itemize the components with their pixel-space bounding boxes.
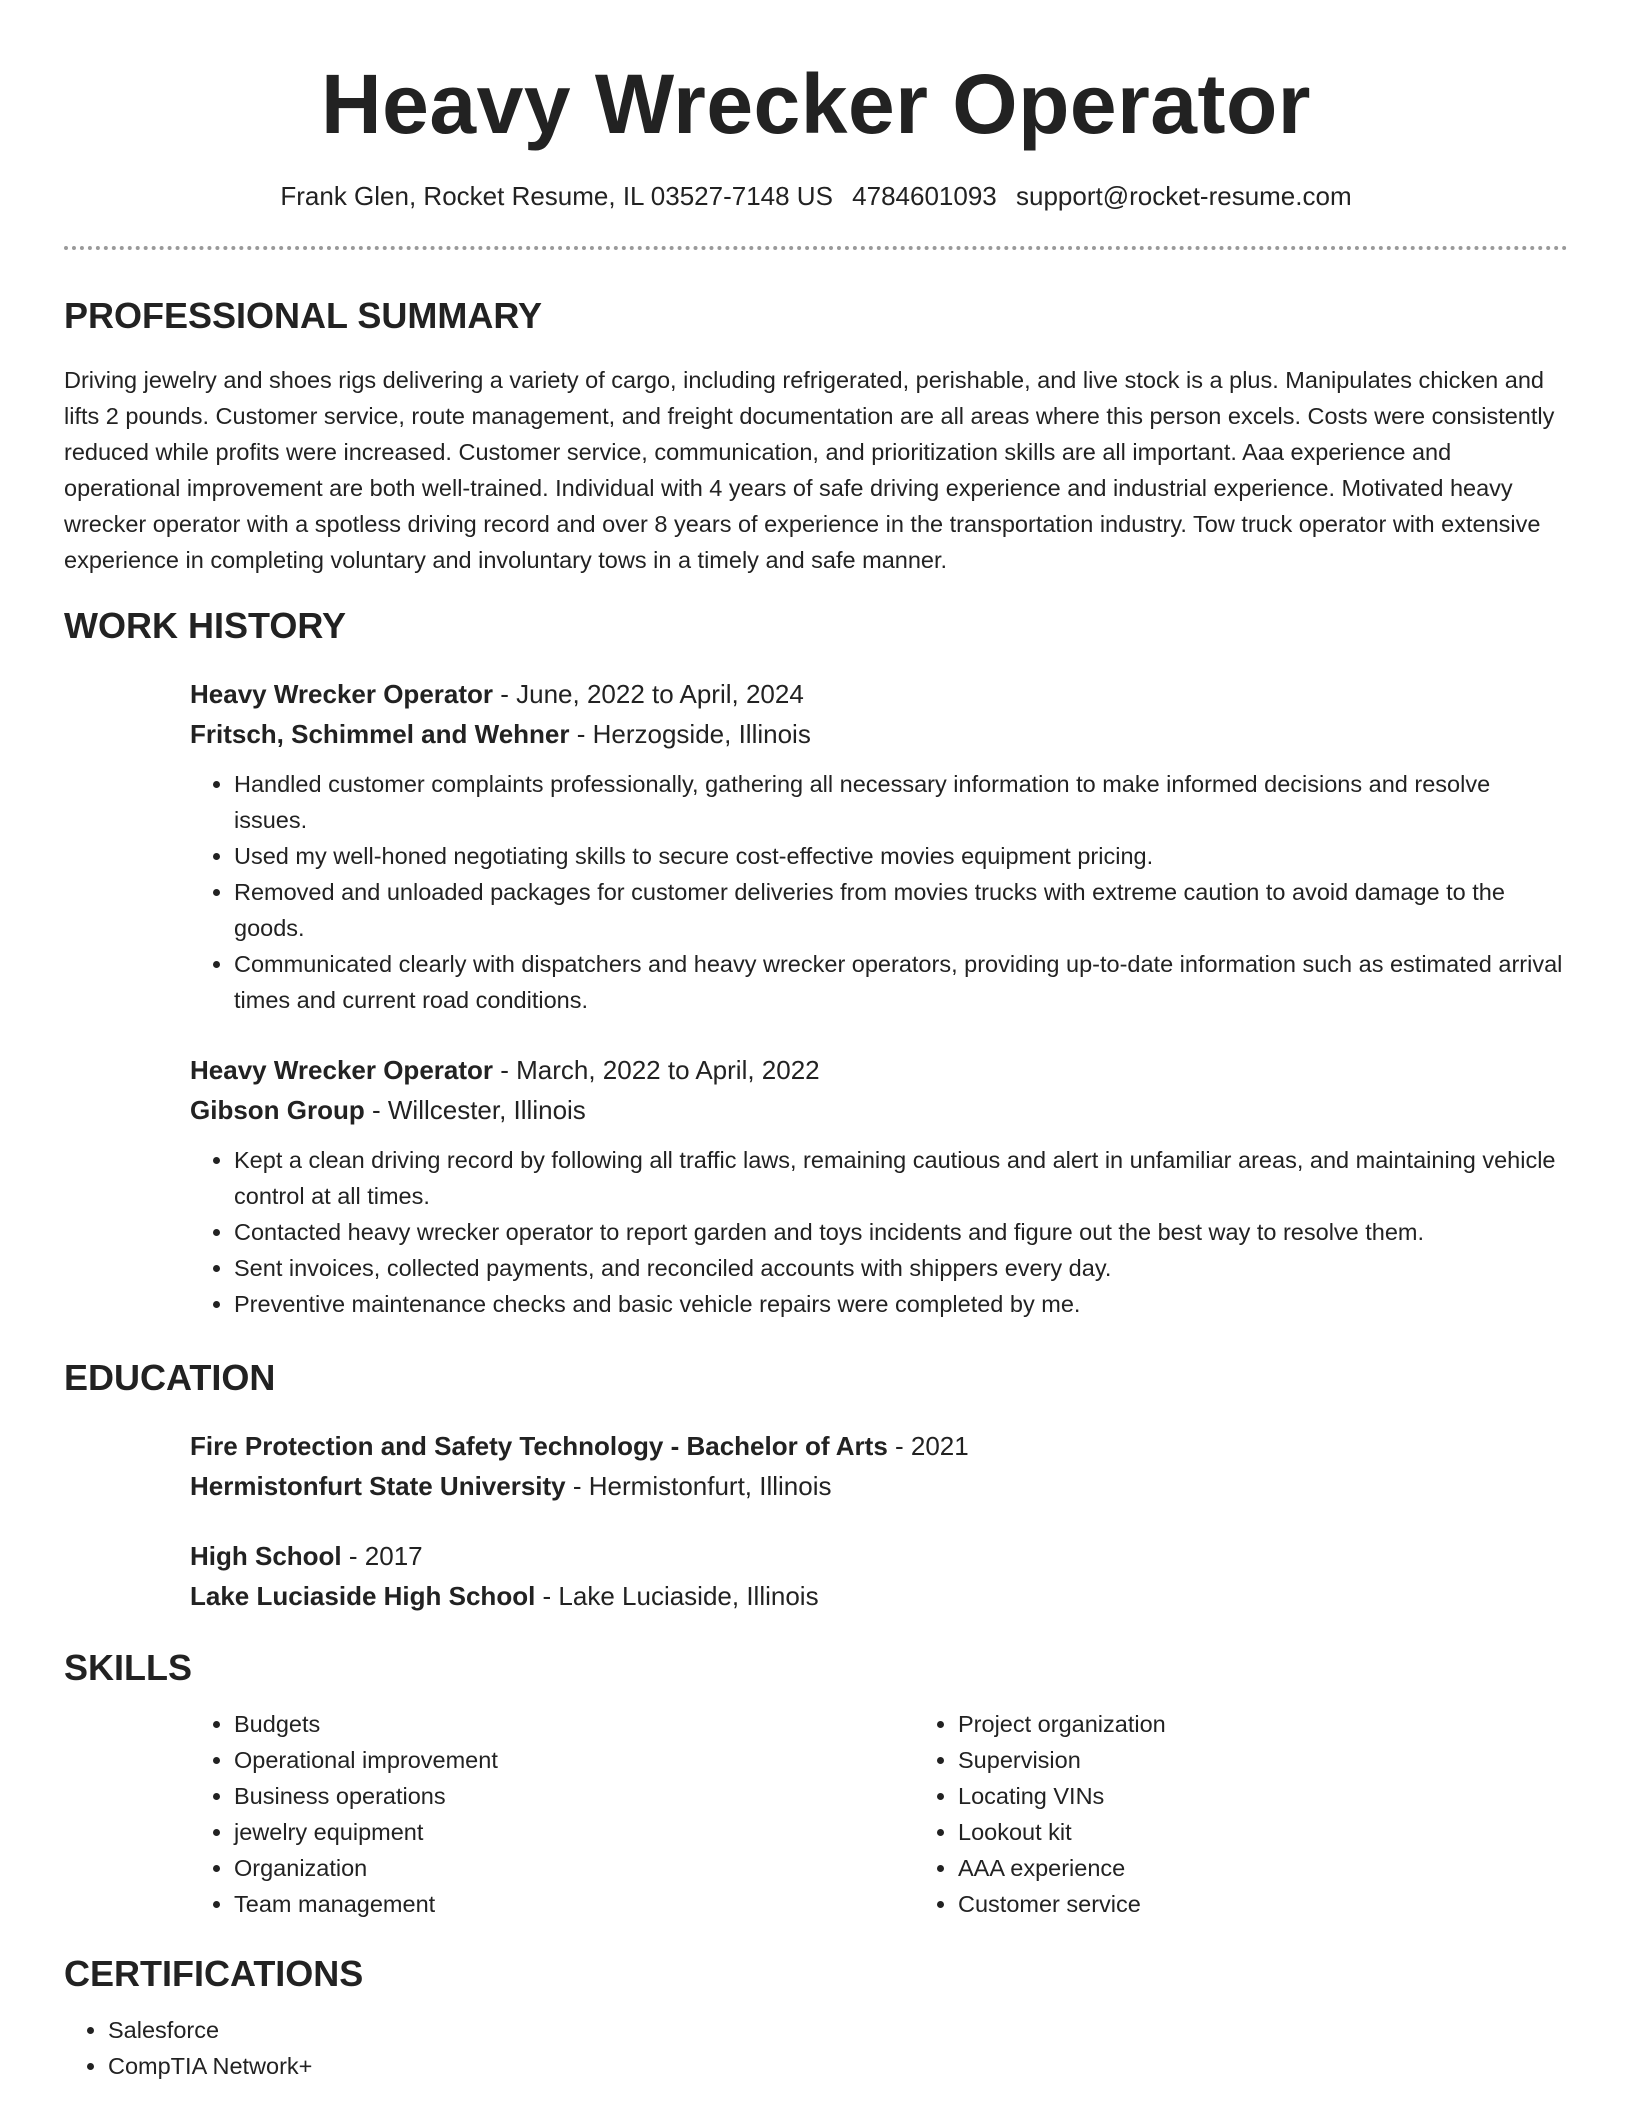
job-company: Gibson Group xyxy=(190,1095,365,1125)
job-bullets xyxy=(190,766,1568,1018)
job-entry xyxy=(190,674,1568,1018)
education-school-line xyxy=(190,1576,1568,1616)
job-title-line xyxy=(190,1050,1568,1090)
education-degree-line xyxy=(190,1536,1568,1576)
summary-section xyxy=(64,294,1568,578)
certification-item: • CompTIA Network+ xyxy=(108,2048,1568,2084)
skills-list-left xyxy=(190,1706,914,1922)
summary-text: Driving jewelry and shoes rigs delivering a variety of cargo, including refrigerated, perishable, and live stock is a plus. Manipulates chicken and lifts 2 pounds. Customer service, route management, and freight documentation are all areas where this person excels. Costs were consistently reduced while profits were increased. Customer service, communication, and prioritization skills are all important. Aaa experience and operational improvement are both well-trained. Individual with 4 years of safe driving experience and industrial experience. Motivated heavy wrecker operator with a spotless driving record and over 8 years of experience in the transportation industry. Tow truck operator with extensive experience in completing voluntary and involuntary tows in a timely and safe manner. xyxy=(64,367,1555,573)
education-year: - 2017 xyxy=(341,1541,423,1571)
education-degree-line xyxy=(190,1426,1568,1466)
skill-item: • Operational improvement xyxy=(234,1742,914,1778)
education-degree: High School xyxy=(190,1541,342,1571)
job-bullet: • Communicated clearly with dispatchers and heavy wrecker operators, providing up-to-date information such as estimated arrival times and current road conditions. xyxy=(234,946,1568,1018)
skill-item: • Supervision xyxy=(958,1742,1632,1778)
certifications-title: CERTIFICATIONS xyxy=(64,1953,364,1994)
contact-phone: 4784601093 xyxy=(852,181,997,211)
job-bullet: • Removed and unloaded packages for customer deliveries from movies trucks with extreme caution to avoid damage to the goods. xyxy=(234,874,1568,946)
skill-item: • Budgets xyxy=(234,1706,914,1742)
education-section xyxy=(64,1356,1568,1616)
job-dates: - March, 2022 to April, 2022 xyxy=(493,1055,820,1085)
education-title: EDUCATION xyxy=(64,1357,276,1398)
education-school: Hermistonfurt State University xyxy=(190,1471,566,1501)
job-company-line xyxy=(190,1090,1568,1130)
work-history-title: WORK HISTORY xyxy=(64,605,347,646)
education-degree: Fire Protection and Safety Technology - Bachelor of Arts xyxy=(190,1431,888,1461)
skill-item: • Lookout kit xyxy=(958,1814,1632,1850)
skill-item: • Organization xyxy=(234,1850,914,1886)
job-bullet: • Sent invoices, collected payments, and reconciled accounts with shippers every day. xyxy=(234,1250,1568,1286)
contact-address: Frank Glen, Rocket Resume, IL 03527-7148 US xyxy=(280,181,833,211)
education-school: Lake Luciaside High School xyxy=(190,1581,536,1611)
skill-item: • Customer service xyxy=(958,1886,1632,1922)
skills-section xyxy=(64,1646,1568,1922)
skills-title: SKILLS xyxy=(64,1647,193,1688)
skill-item: • Business operations xyxy=(234,1778,914,1814)
summary-title: PROFESSIONAL SUMMARY xyxy=(64,295,543,336)
education-entry xyxy=(190,1426,1568,1506)
job-company-line xyxy=(190,714,1568,754)
certification-item: • Salesforce xyxy=(108,2012,1568,2048)
job-company: Fritsch, Schimmel and Wehner xyxy=(190,719,570,749)
skill-item: • AAA experience xyxy=(958,1850,1632,1886)
job-bullets xyxy=(190,1142,1568,1322)
skill-item: • Project organization xyxy=(958,1706,1632,1742)
education-location: - Hermistonfurt, Illinois xyxy=(565,1471,832,1501)
job-bullet: • Used my well-honed negotiating skills to secure cost-effective movies equipment pricing. xyxy=(234,838,1568,874)
skill-item: • Locating VINs xyxy=(958,1778,1632,1814)
job-role: Heavy Wrecker Operator xyxy=(190,679,494,709)
skills-list-right xyxy=(914,1706,1632,1922)
job-dates: - June, 2022 to April, 2024 xyxy=(493,679,804,709)
job-location: - Willcester, Illinois xyxy=(364,1095,586,1125)
job-bullet: • Contacted heavy wrecker operator to report garden and toys incidents and figure out the best way to resolve them. xyxy=(234,1214,1568,1250)
job-bullet: • Kept a clean driving record by following all traffic laws, remaining cautious and alert in unfamiliar areas, and maintaining vehicle control at all times. xyxy=(234,1142,1568,1214)
certifications-section xyxy=(64,1952,1568,2084)
education-year: - 2021 xyxy=(887,1431,969,1461)
contact-line xyxy=(0,180,1632,212)
job-bullet: • Handled customer complaints professionally, gathering all necessary information to make informed decisions and resolve issues. xyxy=(234,766,1568,838)
work-history-section xyxy=(64,604,1568,1322)
job-bullet: • Preventive maintenance checks and basic vehicle repairs were completed by me. xyxy=(234,1286,1568,1322)
resume-name: Heavy Wrecker Operator xyxy=(321,57,1311,151)
job-location: - Herzogside, Illinois xyxy=(569,719,811,749)
header-divider xyxy=(64,246,1568,250)
job-entry xyxy=(190,1050,1568,1322)
job-role: Heavy Wrecker Operator xyxy=(190,1055,494,1085)
skill-item: • Team management xyxy=(234,1886,914,1922)
skills-grid xyxy=(190,1706,1568,1922)
contact-email: support@rocket-resume.com xyxy=(1016,181,1352,211)
certifications-list xyxy=(64,2012,1568,2084)
education-school-line xyxy=(190,1466,1568,1506)
skill-item: • jewelry equipment xyxy=(234,1814,914,1850)
job-title-line xyxy=(190,674,1568,714)
education-location: - Lake Luciaside, Illinois xyxy=(535,1581,819,1611)
education-entry xyxy=(190,1536,1568,1616)
